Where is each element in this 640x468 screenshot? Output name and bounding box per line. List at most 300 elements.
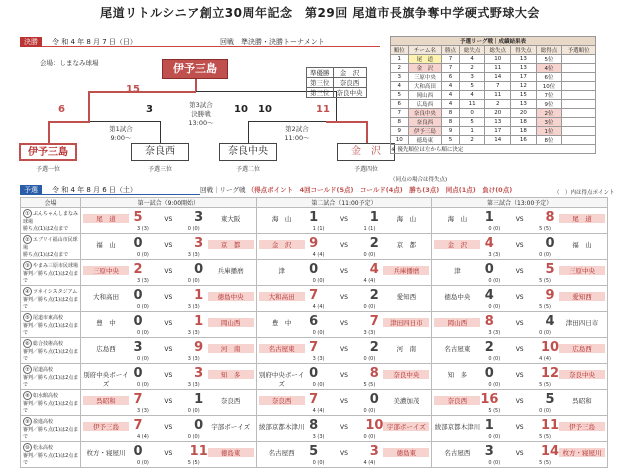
league-cell: 10 <box>485 55 511 64</box>
points-note: （ ）内は得点ポイント <box>554 190 615 196</box>
away-points: 5 (5) <box>539 434 551 440</box>
home-score: 16 <box>480 392 499 407</box>
away-team: 枚方・寝屋川 <box>559 448 605 457</box>
home-points: 0 (0) <box>137 304 149 310</box>
home-score: 1 <box>484 418 494 433</box>
league-cell: 9位 <box>536 100 562 109</box>
home-points: 0 (0) <box>488 356 501 362</box>
home-points: 4 (4) <box>312 252 325 258</box>
away-score: 4 <box>369 262 379 277</box>
game-cell <box>256 286 432 312</box>
venue-number: ④ <box>23 287 32 296</box>
away-points: 4 (4) <box>363 278 376 284</box>
league-row <box>391 82 596 91</box>
bracket-team-1: 伊予三島 <box>19 143 77 161</box>
game-cell <box>81 364 257 390</box>
venue-number: ⑧ <box>23 391 32 400</box>
venue-number: ③ <box>23 261 32 270</box>
away-team: 海 山 <box>396 215 417 223</box>
home-score: 5 <box>309 444 319 459</box>
league-col-header: 予選順位 <box>562 46 596 55</box>
away-points: 3 (3) <box>187 356 200 362</box>
home-points: 0 (0) <box>137 252 149 258</box>
venue-sub: 審判／勝ち点(1)は2点まで <box>23 271 79 284</box>
home-score: 7 <box>309 392 319 407</box>
league-cell: 4 <box>391 82 409 91</box>
game-cell <box>81 390 257 416</box>
venue-name: 総合技術高校 <box>33 341 64 347</box>
home-team: 広島西 <box>96 345 116 353</box>
game-cell <box>256 442 432 468</box>
vs-label: VS <box>164 346 173 353</box>
home-team: 徳島中央 <box>444 293 471 301</box>
home-score: 0 <box>133 236 143 251</box>
page-title: 尾道リトルシニア創立30周年記念 第29回 尾道市長旗争奪中学硬式野球大会 <box>100 6 540 20</box>
venue-cell <box>21 312 81 338</box>
home-team: 名古屋東 <box>444 345 471 353</box>
home-team: 伊予三島 <box>83 422 129 431</box>
away-score: 8 <box>369 366 379 381</box>
home-points: 0 (0) <box>137 330 149 336</box>
league-cell: 7 <box>442 64 460 73</box>
home-team: 海 山 <box>271 215 292 223</box>
league-cell: 7 <box>391 109 409 118</box>
league-cell: 2 <box>391 64 409 73</box>
away-team: 河 南 <box>396 345 417 353</box>
away-team: 広島西 <box>559 344 605 353</box>
game-cell <box>81 312 257 338</box>
home-points: 0 (0) <box>488 460 501 466</box>
home-score: 7 <box>133 418 143 433</box>
game-cell <box>81 286 257 312</box>
away-score: 11 <box>541 418 560 433</box>
away-score: 2 <box>369 236 379 251</box>
league-cell: 1 <box>459 127 485 136</box>
game-cell <box>81 416 257 442</box>
league-col-header: 総失点 <box>459 46 485 55</box>
home-team: 名古屋東 <box>259 344 305 353</box>
vs-label: VS <box>515 268 524 275</box>
home-team: 大和高田 <box>93 293 119 301</box>
away-points: 4 (4) <box>363 460 376 466</box>
league-blank <box>562 109 596 118</box>
semi1-score-left: 6 <box>58 104 65 115</box>
away-score: 0 <box>194 262 204 277</box>
away-team: 東大阪 <box>220 215 241 223</box>
league-row <box>391 136 596 145</box>
final-section-bar <box>20 37 380 47</box>
ranking-table: 準優勝 金 沢 第三位 奈良西 第三位 奈良中央 <box>306 67 367 98</box>
vs-label: VS <box>515 424 524 431</box>
league-cell: 14 <box>485 73 511 82</box>
game-cell <box>81 234 257 260</box>
away-team: 知 多 <box>208 370 254 379</box>
game-cell <box>81 338 257 364</box>
away-points: 0 (0) <box>363 408 376 414</box>
league-team-name: 奈良中央 <box>408 109 442 118</box>
vs-label: VS <box>340 346 348 353</box>
home-score: 1 <box>484 210 494 225</box>
vs-label: VS <box>164 424 173 431</box>
home-points: 0 (0) <box>488 226 501 232</box>
away-score: 0 <box>369 392 379 407</box>
league-col-header: 総失点 <box>485 46 511 55</box>
results-col-header: 第一試合（9:00開始） <box>81 198 257 208</box>
home-score: 5 <box>133 210 143 225</box>
away-team: 伊予三島 <box>559 422 605 431</box>
bracket-team-1-sub: 予選一位 <box>35 166 60 173</box>
home-team: 知 多 <box>447 371 468 379</box>
game-cell <box>432 234 608 260</box>
league-cell: 20 <box>485 109 511 118</box>
away-score: 14 <box>541 444 560 459</box>
home-team: 福 山 <box>96 241 116 249</box>
league-cell: 13 <box>511 64 537 73</box>
home-points: 0 (0) <box>137 460 149 466</box>
home-points: 3 (3) <box>488 252 501 258</box>
away-team: 京 都 <box>208 240 254 249</box>
home-points: 3 (3) <box>137 226 149 232</box>
home-team: 豊 中 <box>271 319 292 327</box>
away-score: 0 <box>545 236 555 251</box>
game-cell <box>81 260 257 286</box>
away-team: 福 山 <box>572 241 592 249</box>
away-team: 徳島東 <box>383 448 429 457</box>
away-points: 4 (4) <box>539 356 551 362</box>
venue-sub: 審判／勝ち点(1)は2点まで <box>23 401 79 414</box>
league-note: ※ 優先順位は左から順に決定 <box>391 145 596 154</box>
away-score: 12 <box>541 366 560 381</box>
venue-cell <box>21 234 81 260</box>
game-cell <box>81 442 257 468</box>
venue-name: やまみ三原市民球場 <box>33 263 79 269</box>
away-team: 津田四日市 <box>383 318 429 327</box>
home-points: 0 (0) <box>137 382 149 388</box>
home-team: 三原中央 <box>83 266 129 275</box>
league-col-header: 勝点 <box>442 46 460 55</box>
vs-label: VS <box>340 424 348 431</box>
league-cell: 16 <box>511 136 537 145</box>
league-table <box>390 36 596 154</box>
vs-label: VS <box>340 268 348 275</box>
away-score: 11 <box>189 444 208 459</box>
home-score: 7 <box>133 392 143 407</box>
league-cell: 4位 <box>536 64 562 73</box>
away-points: 0 (0) <box>363 252 376 258</box>
prelim-tag: 予選 <box>20 185 42 195</box>
vs-label: VS <box>164 398 173 405</box>
away-points: 3 (3) <box>187 304 200 310</box>
home-score: 7 <box>309 340 319 355</box>
away-score: 1 <box>194 314 204 329</box>
league-col-header: 総得点 <box>536 46 562 55</box>
away-points: 0 (0) <box>539 252 551 258</box>
results-row <box>21 364 608 390</box>
league-cell: 9 <box>442 127 460 136</box>
league-team-name: 三原中央 <box>408 73 442 82</box>
home-team: 豊 中 <box>96 319 116 327</box>
league-cell: 1位 <box>536 127 562 136</box>
game-cell <box>256 416 432 442</box>
league-cell: 4 <box>442 100 460 109</box>
home-points: 0 (0) <box>312 382 325 388</box>
home-team: 呉昭和 <box>83 396 129 405</box>
venue-sub: 勝ち点(1)は2点まで <box>23 226 69 232</box>
league-col-header: チーム名 <box>408 46 442 55</box>
league-cell: 0 <box>459 109 485 118</box>
league-cell: 13 <box>511 100 537 109</box>
away-points: 5 (5) <box>539 226 551 232</box>
home-score: 0 <box>133 444 143 459</box>
final-label: 第3試合 決勝戦 13:00～ <box>188 101 214 127</box>
league-cell: 8位 <box>536 136 562 145</box>
league-cell: 5位 <box>536 55 562 64</box>
away-points: 0 (0) <box>187 408 200 414</box>
home-team: 津 <box>278 267 285 275</box>
venue-number: ⑥ <box>23 339 32 348</box>
league-row <box>391 100 596 109</box>
league-cell: 11 <box>485 64 511 73</box>
league-blank <box>562 136 596 145</box>
final-tag: 決勝 <box>20 37 42 47</box>
league-row <box>391 118 596 127</box>
league-blank <box>562 100 596 109</box>
away-team: 河 南 <box>208 344 254 353</box>
venue-number: ① <box>23 209 32 218</box>
venue-sub: 審判／勝ち点(1)は2点まで <box>23 375 79 388</box>
venue-name: 尾道市東高校 <box>33 315 64 321</box>
away-points: 3 (3) <box>363 330 376 336</box>
league-cell: 1 <box>391 55 409 64</box>
home-team: 名古屋西 <box>444 449 471 457</box>
league-cell: 18 <box>511 127 537 136</box>
vs-label: VS <box>340 216 348 223</box>
away-team: 徳島東 <box>208 448 254 457</box>
league-cell: 14 <box>485 136 511 145</box>
home-score: 0 <box>133 288 143 303</box>
league-cell: 5 <box>459 82 485 91</box>
bracket-team-2: 奈良西 <box>131 143 189 161</box>
home-team: 奈良西 <box>259 396 305 405</box>
vs-label: VS <box>164 372 173 379</box>
home-team: 綾部京都木津川 <box>258 423 305 431</box>
vs-label: VS <box>340 294 348 301</box>
venue-number: ② <box>23 235 32 244</box>
vs-label: VS <box>164 268 173 275</box>
points-legend: 回戦｜リーグ戦 （得点ポイント 4回コールド(5点) コールド(4点) 勝ち(3点) 同点(1点) 負け(0点) <box>200 186 513 194</box>
away-score: 2 <box>369 288 379 303</box>
results-row <box>21 286 608 312</box>
home-team: 金 沢 <box>434 240 480 249</box>
league-cell: 6位 <box>536 73 562 82</box>
away-points: 0 (0) <box>363 356 376 362</box>
away-team: 宇部ボーイズ <box>383 422 429 431</box>
game-cell <box>432 416 608 442</box>
home-score: 0 <box>133 314 143 329</box>
league-cell: 12 <box>511 82 537 91</box>
home-points: 4 (4) <box>312 408 325 414</box>
vs-label: VS <box>340 372 348 379</box>
league-row <box>391 73 596 82</box>
league-blank <box>562 55 596 64</box>
away-team: 兵庫播磨 <box>217 267 244 275</box>
venue-sub: 審判／勝ち点(1)は2点まで <box>23 427 79 440</box>
away-score: 10 <box>365 418 384 433</box>
home-team: 海 山 <box>447 215 468 223</box>
league-cell: 2位 <box>536 109 562 118</box>
home-score: 6 <box>309 314 319 329</box>
league-cell: 2 <box>459 64 485 73</box>
home-score: 0 <box>133 366 143 381</box>
away-team: 津田四日市 <box>565 319 599 327</box>
results-row <box>21 416 608 442</box>
home-points: 0 (0) <box>488 434 501 440</box>
league-cell: 6 <box>442 73 460 82</box>
venue-sub: 審判／勝ち点(1)は2点まで <box>23 453 79 466</box>
semi1-score-right: 3 <box>146 104 153 115</box>
away-team: 愛知西 <box>396 293 417 301</box>
home-points: 3 (3) <box>137 278 149 284</box>
home-score: 0 <box>484 366 494 381</box>
bracket-team-3-sub: 予選二位 <box>235 166 260 173</box>
away-score: 9 <box>194 340 204 355</box>
league-cell: 10位 <box>536 82 562 91</box>
league-cell: 13 <box>485 118 511 127</box>
vs-label: VS <box>515 346 524 353</box>
away-score: 1 <box>369 210 379 225</box>
league-row <box>391 91 596 100</box>
home-points: 3 (3) <box>137 408 149 414</box>
venue-cell <box>21 364 81 390</box>
home-team: 金 沢 <box>259 240 305 249</box>
league-cell: 2 <box>459 136 485 145</box>
game-cell <box>256 312 432 338</box>
vs-label: VS <box>164 320 173 327</box>
away-points: 5 (5) <box>187 460 200 466</box>
home-score: 2 <box>133 262 143 277</box>
league-cell: 4 <box>459 91 485 100</box>
home-points: 0 (0) <box>312 330 325 336</box>
away-points: 0 (0) <box>539 330 551 336</box>
semi2-label: 第2試合 11:00～ <box>284 125 310 142</box>
results-row <box>21 338 608 364</box>
home-team: 奈良西 <box>434 396 480 405</box>
venue-sub: 審判／勝ち点(1)は2点まで <box>23 323 79 336</box>
venue-name: 松永高校 <box>33 445 54 451</box>
away-score: 0 <box>194 418 204 433</box>
vs-label: VS <box>340 450 348 457</box>
league-team-name: 岡山西 <box>408 91 442 100</box>
results-row <box>21 208 608 234</box>
away-team: 奈良中央 <box>559 370 605 379</box>
home-score: 7 <box>309 288 319 303</box>
away-team: 奈良中央 <box>383 370 429 379</box>
results-row <box>21 442 608 468</box>
home-score: 3 <box>133 340 143 355</box>
game-cell <box>256 234 432 260</box>
league-cell: 6 <box>391 100 409 109</box>
home-points: 3 (3) <box>312 434 325 440</box>
league-row <box>391 55 596 64</box>
league-cell: 15 <box>511 91 537 100</box>
home-team: 名古屋西 <box>268 449 295 457</box>
home-team: 綾部京都木津川 <box>434 423 481 431</box>
league-cell: 5 <box>459 118 485 127</box>
vs-label: VS <box>340 320 348 327</box>
league-cell: 11 <box>459 100 485 109</box>
vs-label: VS <box>515 450 524 457</box>
home-team: 枚方・寝屋川 <box>86 449 126 457</box>
semi2-score-right: 11 <box>316 104 330 115</box>
away-team: 呉昭和 <box>572 397 592 405</box>
prelim-section-bar <box>20 185 200 195</box>
venue-cell <box>21 208 81 234</box>
game-cell <box>432 364 608 390</box>
home-team: 岡山西 <box>434 318 480 327</box>
away-points: 5 (5) <box>539 304 551 310</box>
vs-label: VS <box>515 320 524 327</box>
league-cell: 13 <box>511 55 537 64</box>
champion-box: 伊予三島 <box>162 59 228 79</box>
league-team-name: 広島西 <box>408 100 442 109</box>
league-team-name: 大和高田 <box>408 82 442 91</box>
home-points: 0 (0) <box>137 356 149 362</box>
away-score: 7 <box>369 314 379 329</box>
league-blank <box>562 73 596 82</box>
final-score-right: 10 <box>258 104 272 115</box>
vs-label: VS <box>164 450 173 457</box>
home-points: 3 (3) <box>312 356 325 362</box>
away-team: 三原中央 <box>559 266 605 275</box>
home-score: 0 <box>309 262 319 277</box>
home-score: 8 <box>484 314 494 329</box>
vs-label: VS <box>164 216 173 223</box>
league-blank <box>562 127 596 136</box>
game-cell <box>256 390 432 416</box>
league-cell: 5 <box>391 91 409 100</box>
league-blank <box>562 91 596 100</box>
venue-number: ⑩ <box>23 443 32 452</box>
venue-name: 尾道高校 <box>33 367 54 373</box>
league-cell: 7 <box>442 55 460 64</box>
venue-sub: 勝ち点(1)は2点まで <box>23 252 69 258</box>
away-points: 5 (5) <box>539 278 551 284</box>
vs-label: VS <box>164 294 173 301</box>
away-team: 徳島中央 <box>208 292 254 301</box>
game-cell <box>256 260 432 286</box>
results-row <box>21 312 608 338</box>
league-cell: 4 <box>442 82 460 91</box>
vs-label: VS <box>515 294 524 301</box>
away-score: 2 <box>369 340 379 355</box>
home-team: 大和高田 <box>259 292 305 301</box>
final-score-left: 15 <box>126 84 140 95</box>
league-team-name: 奈良西 <box>408 118 442 127</box>
league-cell: 17 <box>511 73 537 82</box>
vs-label: VS <box>515 242 524 249</box>
away-score: 3 <box>369 444 379 459</box>
league-col-header: 順位 <box>391 46 409 55</box>
league-blank <box>562 82 596 91</box>
vs-label: VS <box>340 242 348 249</box>
league-cell: 4 <box>442 91 460 100</box>
home-score: 4 <box>484 236 494 251</box>
prelim-date: 令 和 4 年 8 月 6 日（土） <box>52 186 137 194</box>
away-points: 5 (5) <box>363 382 376 388</box>
vs-label: VS <box>515 398 524 405</box>
home-points: 4 (4) <box>312 304 325 310</box>
away-points: 3 (3) <box>187 252 200 258</box>
